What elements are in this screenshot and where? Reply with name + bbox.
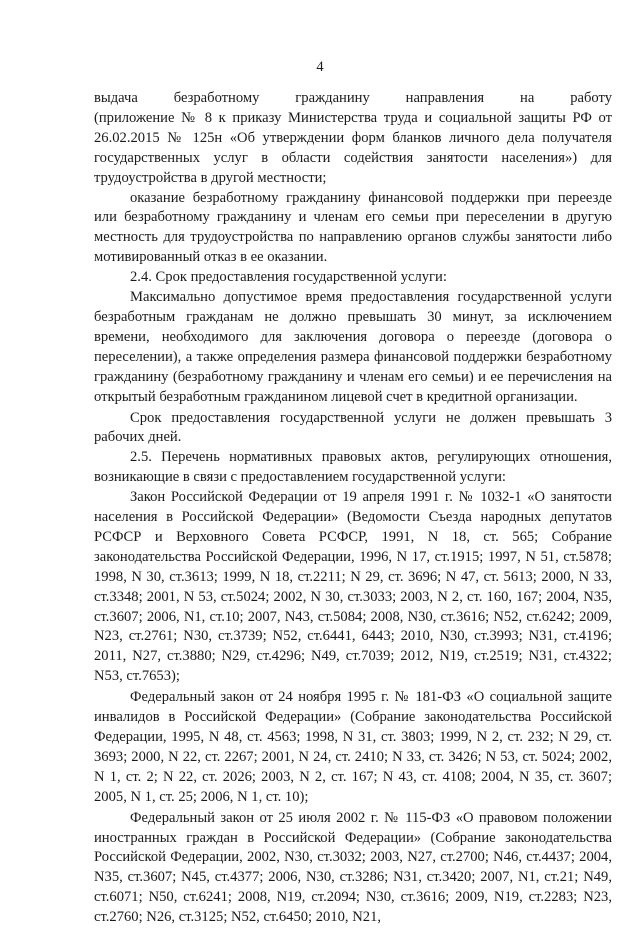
paragraph-max-time: Максимально допустимое время предоставления государственной услуги безработным гражданам не должно превышать 30 минут, за исключением времени, необходимого для заключения договора о переезде (договора о переселении), а также определения размера финансовой поддержки безработному гражданину (безработному гражданину и членам его семьи) и ее перечисления на открытый безработным гражданином лицевой счет в кредитной организации. [94, 289, 612, 405]
section-heading-2-5: 2.5. Перечень нормативных правовых актов, регулирующих отношения, возникающие в связи с предоставлением государственной услуги: [94, 449, 612, 486]
paragraph-line-first: выдача безработному гражданину направления на работу [94, 90, 612, 106]
document-body [94, 89, 612, 928]
section-heading-2-4: 2.4. Срок предоставления государственной услуги: [130, 269, 447, 286]
paragraph-financial-support: оказание безработному гражданину финансовой поддержки при переезде или безработному гражданину и членам его семьи при переселении в другую местность для трудоустройства по направлению органов службы занятости либо мотивированный отказ в ее оказании. [94, 189, 612, 266]
paragraph-law-employment: Закон Российской Федерации от 19 апреля 1991 г. № 1032-1 «О занятости населения в Российской Федерации» (Ведомости Съезда народных депутатов РСФСР и Верховного Совета РСФСР, 1991, N 18, ст. 565; Собрание законодательства Российской Федерации, 1996, N 17, ст.1915; 1997, N 51, ст.5878; 1998, N 30, ст.3613; 1999, N 18, ст.2211; N 29, ст. 3696; N 47, ст. 5613; 2000, N 33, ст.3348; 2001, N 53, ст.5024; 2002, N 30, ст.3033; 2003, N 2, ст. 160, 167; 2004, N35, ст.3607; 2006, N1, ст.10; 2007, N43, ст.5084; 2008, N30, ст.3616; N52, ст.6242; 2009, N23, ст.2761; N30, ст.3739; N52, ст.6441, 6443; 2010, N30, ст.3993; N31, ст.4196; 2011, N27, ст.3880; N29, ст.4296; N49, ст.7039; 2012, N19, ст.2519; N31, ст.4322; N53, ст.7653); [94, 489, 612, 685]
paragraph-service-term: Срок предоставления государственной услуги не должен превышать 3 рабочих дней. [94, 409, 612, 446]
paragraph-law-disabled: Федеральный закон от 24 ноября 1995 г. № 181-ФЗ «О социальной защите инвалидов в Российской Федерации» (Собрание законодательства Российской Федерации, 1995, N 48, ст. 4563; 1998, N 31, ст. 3803; 1999, N 2, ст. 232; N 29, ст. 3693; 2000, N 22, ст. 2267; 2001, N 24, ст. 2410; N 33, ст. 3426; N 53, ст. 5024; 2002, N 1, ст. 2; N 22, ст. 2026; 2003, N 2, ст. 167; N 43, ст. 4108; 2004, N 35, ст. 3607; 2005, N 1, ст. 25; 2006, N 1, ст. 10); [94, 689, 612, 805]
paragraph-law-foreigners: Федеральный закон от 25 июля 2002 г. № 115-ФЗ «О правовом положении иностранных граждан в Российской Федерации» (Собрание законодательства Российской Федерации, 2002, N30, ст.3032; 2003, N27, ст.2700; N46, ст.4437; 2004, N35, ст.3607; N45, ст.4377; 2006, N30, ст.3286; N31, ст.3420; 2007, N1, ст.21; N49, ст.6071; N50, ст.6241; 2008, N19, ст.2094; N30, ст.3616; 2009, N19, ст.2283; N23, ст.2760; N26, ст.3125; N52, ст.6450; 2010, N21, [94, 809, 612, 926]
paragraph-appendix-ref: (приложение № 8 к приказу Министерства труда и социальной защиты РФ от 26.02.2015 № 125н «Об утверждении форм бланков личного дела получателя государственных услуг в области содействия занятости населения») для трудоустройства в другой местности; [94, 109, 612, 186]
page-number: 4 [316, 59, 324, 75]
